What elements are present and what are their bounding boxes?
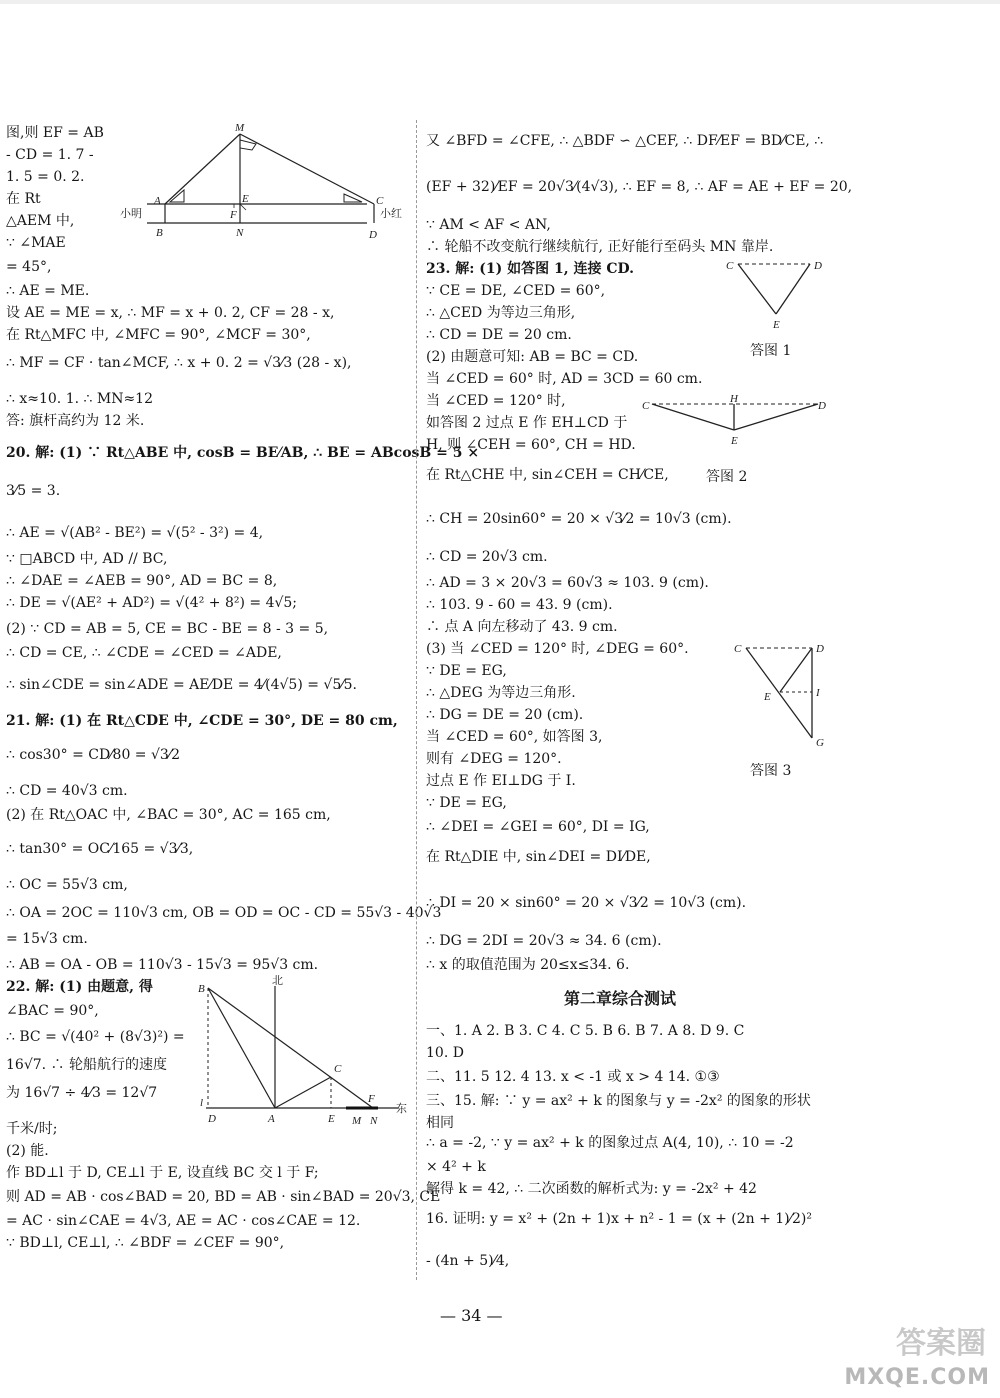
- text-line: ∴ ∠DEI = ∠GEI = 60°, DI = IG,: [426, 819, 650, 835]
- ans2-label: H: [730, 393, 738, 405]
- fig22-label: E: [328, 1113, 335, 1125]
- text-line: 如答图 2 过点 E 作 EH⊥CD 于: [426, 415, 628, 431]
- fig1-label: B: [156, 227, 163, 239]
- text-line: 1. 5 = 0. 2.: [6, 169, 85, 185]
- fig1-label: 小明: [120, 208, 142, 220]
- text-line: ∴ CH = 20sin60° = 20 × √3⁄2 = 10√3 (cm).: [426, 511, 732, 527]
- text-line: ∴ cos30° = CD⁄80 = √3⁄2: [6, 747, 181, 763]
- answer-figure-2: [640, 392, 830, 452]
- text-line: ∵ □ABCD 中, AD // BC,: [6, 551, 168, 567]
- text-line: 当 ∠CED = 60° 时, AD = 3CD = 60 cm.: [426, 371, 703, 387]
- text-line: ∴ DG = 2DI = 20√3 ≈ 34. 6 (cm).: [426, 933, 662, 949]
- text-line: 在 Rt△CHE 中, sin∠CEH = CH⁄CE,: [426, 467, 669, 483]
- answer-figure-2-caption: 答图 2: [706, 469, 748, 485]
- fig1-label: N: [236, 227, 244, 239]
- fig22-label: N: [370, 1115, 378, 1127]
- text-line: ∴ AE = √(AB² - BE²) = √(5² - 3²) = 4,: [6, 525, 264, 541]
- fig1-label: 小红: [380, 208, 402, 220]
- text-line: ∴ tan30° = OC⁄165 = √3⁄3,: [6, 841, 194, 857]
- text-line: × 4² + k: [426, 1159, 486, 1175]
- ans3-label: D: [816, 643, 824, 655]
- fig22-label: M: [352, 1115, 362, 1127]
- text-line: 过点 E 作 EI⊥DG 于 I.: [426, 773, 576, 789]
- text-line: ∴ AB = OA - OB = 110√3 - 15√3 = 95√3 cm.: [6, 957, 319, 973]
- text-line: ∴ ∠DAE = ∠AEB = 90°, AD = BC = 8,: [6, 573, 278, 589]
- watermark-logo: 答案圈: [896, 1326, 986, 1361]
- ans3-label: E: [764, 691, 771, 703]
- watermark-url: MXQE.COM: [844, 1365, 990, 1390]
- text-line: 10. D: [426, 1045, 464, 1061]
- fig22-label: A: [268, 1113, 275, 1125]
- fig22-label: B: [198, 983, 205, 995]
- text-line: ∵ ∠MAE: [6, 235, 66, 251]
- text-line: 图,则 EF = AB: [6, 125, 104, 141]
- text-line: ∵ BD⊥l, CE⊥l, ∴ ∠BDF = ∠CEF = 90°,: [6, 1235, 285, 1251]
- ans3-label: I: [816, 687, 820, 699]
- text-line: 二、11. 5 12. 4 13. x < -1 或 x > 4 14. ①③: [426, 1069, 720, 1085]
- text-line: 21. 解: (1) 在 Rt△CDE 中, ∠CDE = 30°, DE = 80 cm,: [6, 713, 398, 729]
- text-line: ∴ AE = ME.: [6, 283, 90, 299]
- text-line: 在 Rt△MFC 中, ∠MFC = 90°, ∠MCF = 30°,: [6, 327, 311, 343]
- text-line: H, 则 ∠CEH = 60°, CH = HD.: [426, 437, 636, 453]
- ans2-label: E: [731, 435, 738, 447]
- text-line: 千米/时;: [6, 1121, 58, 1137]
- text-line: 作 BD⊥l 于 D, CE⊥l 于 E, 设直线 BC 交 l 于 F;: [6, 1165, 319, 1181]
- text-line: 一、1. A 2. B 3. C 4. C 5. B 6. B 7. A 8. D 9. C: [426, 1023, 745, 1039]
- text-line: ∵ AM < AF < AN,: [426, 217, 551, 233]
- text-line: - (4n + 5)⁄4,: [426, 1253, 510, 1269]
- page-number: — 34 —: [440, 1306, 503, 1325]
- text-line: 又 ∠BFD = ∠CFE, ∴ △BDF ∽ △CEF, ∴ DF⁄EF = BD⁄CE, ∴: [426, 133, 824, 149]
- ans1-label: D: [814, 260, 822, 272]
- text-line: (EF + 32)⁄EF = 20√3⁄(4√3), ∴ EF = 8, ∴ AF = AE + EF = 20,: [426, 179, 853, 195]
- text-line: 设 AE = ME = x, ∴ MF = x + 0. 2, CF = 28 - x,: [6, 305, 335, 321]
- text-line: ∴ 轮船不改变航行继续航行, 正好能行至码头 MN 靠岸.: [426, 239, 774, 255]
- answer-figure-3-caption: 答图 3: [750, 763, 792, 779]
- text-line: ∴ AD = 3 × 20√3 = 60√3 ≈ 103. 9 (cm).: [426, 575, 709, 591]
- text-line: ∵ DE = EG,: [426, 795, 507, 811]
- text-line: (2) 由题意可知: AB = BC = CD.: [426, 349, 639, 365]
- text-line: ∴ CD = DE = 20 cm.: [426, 327, 572, 343]
- text-line: ∴ a = -2, ∵ y = ax² + k 的图象过点 A(4, 10), ∴ 10 = -2: [426, 1135, 794, 1151]
- fig22-label: D: [208, 1113, 216, 1125]
- text-line: 20. 解: (1) ∵ Rt△ABE 中, cosB = BE⁄AB, ∴ BE = ABcosB = 5 ×: [6, 445, 480, 461]
- text-line: ∴ DI = 20 × sin60° = 20 × √3⁄2 = 10√3 (cm).: [426, 895, 747, 911]
- ans2-label: D: [818, 400, 826, 412]
- answer-figure-3: [730, 638, 830, 756]
- text-line: 在 Rt△DIE 中, sin∠DEI = DI⁄DE,: [426, 849, 651, 865]
- fig22-label: 东: [396, 1103, 407, 1115]
- text-line: 当 ∠CED = 120° 时,: [426, 393, 566, 409]
- text-line: 答: 旗杆高约为 12 米.: [6, 413, 145, 429]
- text-line: ∴ sin∠CDE = sin∠ADE = AE⁄DE = 4⁄(4√5) = √5⁄5.: [6, 677, 357, 693]
- text-line: ∴ BC = √(40² + (8√3)²) =: [6, 1029, 185, 1045]
- column-divider: [416, 120, 417, 1280]
- text-line: 相同: [426, 1115, 454, 1131]
- fig22-label: l: [200, 1097, 204, 1109]
- text-line: ∴ MF = CF · tan∠MCF, ∴ x + 0. 2 = √3⁄3 (28 - x),: [6, 355, 352, 371]
- fig1-label: F: [230, 209, 237, 221]
- fig1-label: M: [235, 122, 245, 134]
- text-line: ∵ DE = EG,: [426, 663, 507, 679]
- ship-navigation-figure: [196, 972, 414, 1130]
- text-line: 3⁄5 = 3.: [6, 483, 61, 499]
- text-line: (2) 能.: [6, 1143, 49, 1159]
- text-line: 在 Rt: [6, 191, 41, 207]
- text-line: 则 AD = AB · cos∠BAD = 20, BD = AB · sin∠BAD = 20√3, CE: [6, 1189, 441, 1205]
- text-line: 为 16√7 ÷ 4⁄3 = 12√7: [6, 1085, 158, 1101]
- fig1-label: D: [369, 229, 377, 240]
- text-line: 23. 解: (1) 如答图 1, 连接 CD.: [426, 261, 635, 277]
- answer-figure-1-caption: 答图 1: [750, 343, 792, 359]
- ans1-label: C: [726, 260, 734, 272]
- chapter-test-heading: 第二章综合测试: [564, 989, 677, 1008]
- fig1-label: E: [242, 193, 249, 205]
- flagpole-figure: [112, 118, 412, 240]
- text-line: 16. 证明: y = x² + (2n + 1)x + n² - 1 = (x + (2n + 1)⁄2)²: [426, 1211, 812, 1227]
- fig22-label: C: [334, 1063, 342, 1075]
- ans3-label: G: [816, 737, 824, 749]
- text-line: △AEM 中,: [6, 213, 75, 229]
- fig22-label: 北: [272, 975, 283, 987]
- text-line: - CD = 1. 7 -: [6, 147, 94, 163]
- text-line: ∴ CD = CE, ∴ ∠CDE = ∠CED = ∠ADE,: [6, 645, 282, 661]
- text-line: 三、15. 解: ∵ y = ax² + k 的图象与 y = -2x² 的图象的形状: [426, 1093, 811, 1109]
- text-line: ∴ CD = 20√3 cm.: [426, 549, 548, 565]
- text-line: (2) 在 Rt△OAC 中, ∠BAC = 30°, AC = 165 cm,: [6, 807, 331, 823]
- text-line: 16√7. ∴ 轮船航行的速度: [6, 1057, 167, 1073]
- text-line: ∴ x 的取值范围为 20≤x≤34. 6.: [426, 957, 630, 973]
- ans1-label: E: [773, 319, 780, 331]
- page-top-edge: [0, 0, 1000, 4]
- text-line: 则有 ∠DEG = 120°.: [426, 751, 562, 767]
- answer-figure-1: [720, 256, 830, 336]
- text-line: = 15√3 cm.: [6, 931, 88, 947]
- text-line: ∠BAC = 90°,: [6, 1003, 99, 1019]
- text-line: ∴ OA = 2OC = 110√3 cm, OB = OD = OC - CD = 55√3 - 40√3: [6, 905, 442, 921]
- ans2-label: C: [642, 400, 650, 412]
- text-line: (2) ∵ CD = AB = 5, CE = BC - BE = 8 - 3 = 5,: [6, 621, 329, 637]
- text-line: ∵ CE = DE, ∠CED = 60°,: [426, 283, 606, 299]
- text-line: ∴ DE = √(AE² + AD²) = √(4² + 8²) = 4√5;: [6, 595, 298, 611]
- text-line: ∴ CD = 40√3 cm.: [6, 783, 128, 799]
- text-line: ∴ DG = DE = 20 (cm).: [426, 707, 584, 723]
- text-line: ∴ △CED 为等边三角形,: [426, 305, 576, 321]
- ans3-label: C: [734, 643, 742, 655]
- fig22-label: F: [368, 1093, 375, 1105]
- text-line: 22. 解: (1) 由题意, 得: [6, 979, 153, 995]
- text-line: ∴ 点 A 向左移动了 43. 9 cm.: [426, 619, 618, 635]
- text-line: = 45°,: [6, 259, 52, 275]
- fig1-label: C: [376, 195, 384, 207]
- text-line: ∴ OC = 55√3 cm,: [6, 877, 128, 893]
- text-line: 解得 k = 42, ∴ 二次函数的解析式为: y = -2x² + 42: [426, 1181, 757, 1197]
- text-line: ∴ △DEG 为等边三角形.: [426, 685, 576, 701]
- text-line: = AC · sin∠CAE = 4√3, AE = AC · cos∠CAE = 12.: [6, 1213, 361, 1229]
- text-line: 当 ∠CED = 60°, 如答图 3,: [426, 729, 603, 745]
- text-line: ∴ 103. 9 - 60 = 43. 9 (cm).: [426, 597, 613, 613]
- text-line: (3) 当 ∠CED = 120° 时, ∠DEG = 60°.: [426, 641, 689, 657]
- text-line: ∴ x≈10. 1. ∴ MN≈12: [6, 391, 153, 407]
- fig1-label: A: [154, 195, 161, 207]
